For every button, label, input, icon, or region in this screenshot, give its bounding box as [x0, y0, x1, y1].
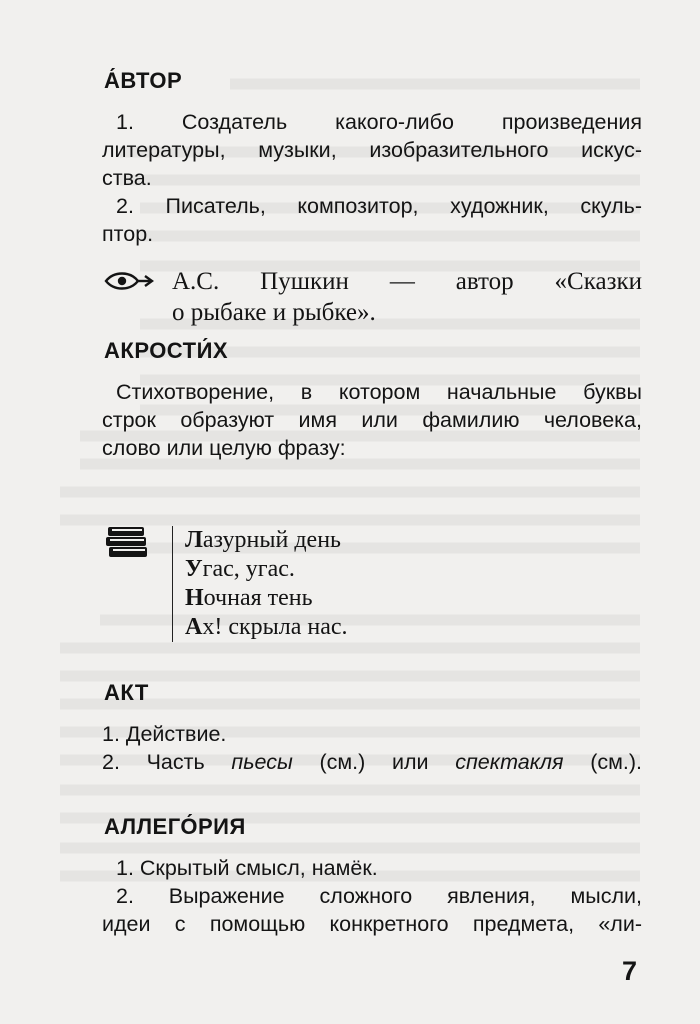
poem-line: [185, 613, 348, 642]
akt-definition: [102, 720, 642, 776]
poem-rest: очная тень: [203, 585, 313, 611]
text-fragment: (см.).: [563, 750, 642, 774]
akrostikh-definition: [102, 378, 642, 462]
poem-rest: х! скрыла нас.: [202, 614, 348, 640]
entry-title-avtor: А́ВТОР: [104, 68, 183, 93]
poem-initial: У: [185, 556, 203, 582]
poem-initial: Л: [185, 527, 203, 553]
text-fragment: (см.) или: [292, 750, 456, 774]
entry-title-akt: АКТ: [104, 680, 149, 705]
poem-initial: Н: [185, 585, 204, 611]
poem-initial: А: [185, 614, 203, 640]
avtor-example: [172, 266, 642, 328]
text-italic: пьесы: [231, 750, 293, 774]
text-line: птор.: [102, 222, 154, 246]
books-icon: [104, 524, 152, 560]
text-line: идеи с помощью конкретного предмета, «ли-: [102, 912, 642, 936]
page-number: 7: [622, 956, 638, 986]
poem-line: [185, 555, 348, 584]
text-italic: спектакля: [455, 750, 564, 774]
avtor-definition-1: [102, 108, 642, 192]
text-line: 2. Выражение сложного явления, мысли,: [116, 884, 642, 908]
text-fragment: 2. Часть: [102, 750, 232, 774]
text-line: 2. Писатель, композитор, художник, скуль-: [116, 194, 642, 218]
text-line: литературы, музыки, изобразительного искус-: [102, 138, 642, 162]
poem-rest: гас, угас.: [202, 556, 295, 582]
text-line: строк образуют имя или фамилию человека,: [102, 408, 642, 432]
entry-title-allegoriya: АЛЛЕГО́РИЯ: [104, 814, 246, 839]
poem-line: [185, 584, 348, 613]
poem-line: [185, 526, 348, 555]
text-line: 1. Действие.: [102, 722, 227, 746]
text-line: [102, 748, 642, 776]
example-line: о рыбаке и рыбке».: [172, 299, 376, 326]
allegoriya-definition: [102, 854, 642, 938]
example-line: А.С. Пушкин — автор «Сказки: [172, 268, 642, 295]
text-line: Стихотворение, в котором начальные буквы: [116, 380, 642, 404]
entry-title-akrostikh: АКРОСТИ́Х: [104, 338, 229, 363]
poem-rest: азурный день: [202, 527, 341, 553]
text-line: 1. Создатель какого-либо произведения: [116, 110, 642, 134]
text-line: слово или целую фразу:: [102, 436, 346, 460]
text-line: ства.: [102, 166, 152, 190]
acrostic-poem: [172, 526, 348, 642]
avtor-definition-2: [102, 192, 642, 248]
eye-arrow-icon: [104, 268, 154, 294]
text-line: 1. Скрытый смысл, намёк.: [116, 856, 378, 880]
